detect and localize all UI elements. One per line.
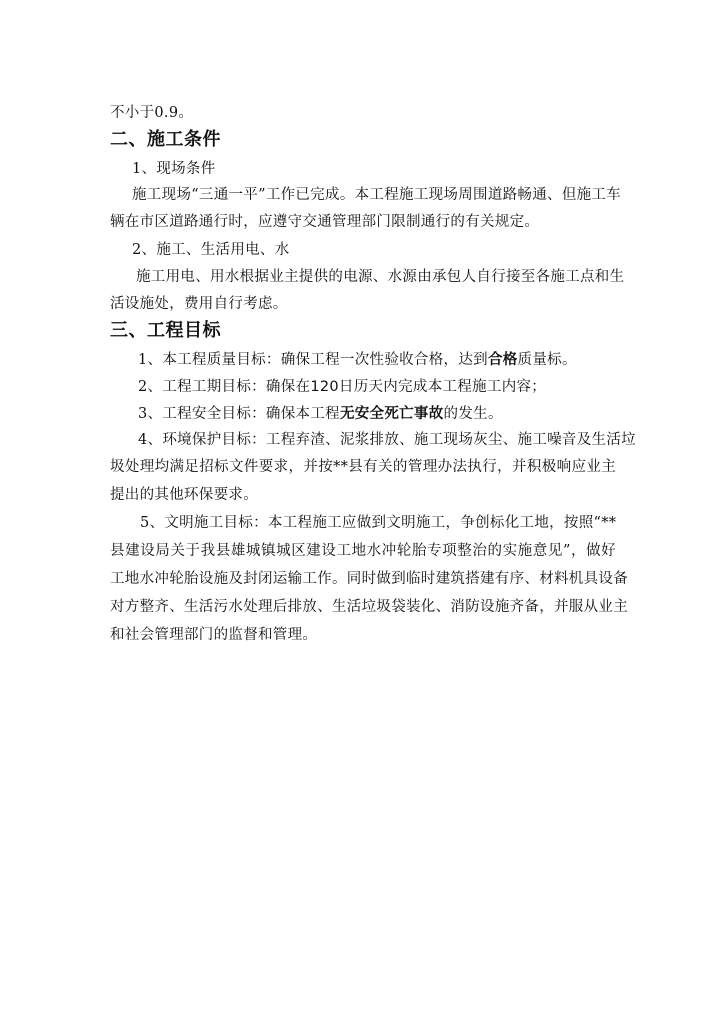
goal-emphasis: 无安全死亡事故: [339, 406, 444, 422]
paragraph-line: 5、文明施工目标：本工程施工应做到文明施工，争创标化工地，按照“**: [140, 515, 617, 531]
paragraph-line: 施工用电、用水根据业主提供的电源、水源由承包人自行接至各施工点和生: [136, 269, 625, 285]
goal-text: 2、工程工期目标：确保在: [138, 379, 311, 395]
paragraph-line: 县建设局关于我县雄城镇城区建设工地水冲轮胎专项整治的实施意见”，做好: [110, 543, 616, 559]
goal-quality: [138, 350, 648, 370]
section-heading-2: 二、施工条件: [110, 129, 221, 150]
paragraph-line: 圾处理均满足招标文件要求，并按**县有关的管理办法执行，并积极响应业主: [110, 459, 616, 475]
goal-text: 1、本工程质量目标：确保工程一次性验收合格，达到: [138, 352, 488, 368]
goal-text: 日历天内完成本工程施工内容；: [338, 379, 547, 395]
paragraph-line: 活设施处，费用自行考虑。: [110, 296, 288, 312]
goal-text: 质量标。: [517, 352, 577, 368]
paragraph-line: 对方整齐、生活污水处理后排放、生活垃圾袋装化、消防设施齐备，并服从业主: [110, 599, 628, 615]
paragraph-line: 和社会管理部门的监督和管理。: [110, 627, 318, 643]
paragraph-line: 4、环境保护目标：工程弃渣、泥浆排放、施工现场灰尘、施工噪音及生活垃: [138, 432, 636, 448]
paragraph-line: 工地水冲轮胎设施及封闭运输工作。同时做到临时建筑搭建有序、材料机具设备: [110, 571, 628, 587]
paragraph-line: 提出的其他环保要求。: [110, 487, 258, 503]
goal-number: 120: [310, 379, 339, 395]
goal-schedule: [138, 377, 648, 397]
goal-safety: [138, 404, 648, 424]
section-heading-3: 三、工程目标: [110, 320, 221, 341]
text-line: 不小于0.9。: [110, 105, 194, 121]
goal-emphasis: 合格: [487, 352, 518, 368]
paragraph-line: 辆在市区道路通行时，应遵守交通管理部门限制通行的有关规定。: [110, 214, 540, 230]
paragraph-line: 施工现场“三通一平”工作已完成。本工程施工现场周围道路畅通、但施工车: [132, 187, 622, 203]
goal-text: 3、工程安全目标：确保本工程: [138, 406, 340, 422]
goal-text: 的发生。: [443, 406, 503, 422]
subsection-heading-2-2: 2、施工、生活用电、水: [132, 242, 290, 258]
subsection-heading-2-1: 1、现场条件: [132, 161, 216, 177]
